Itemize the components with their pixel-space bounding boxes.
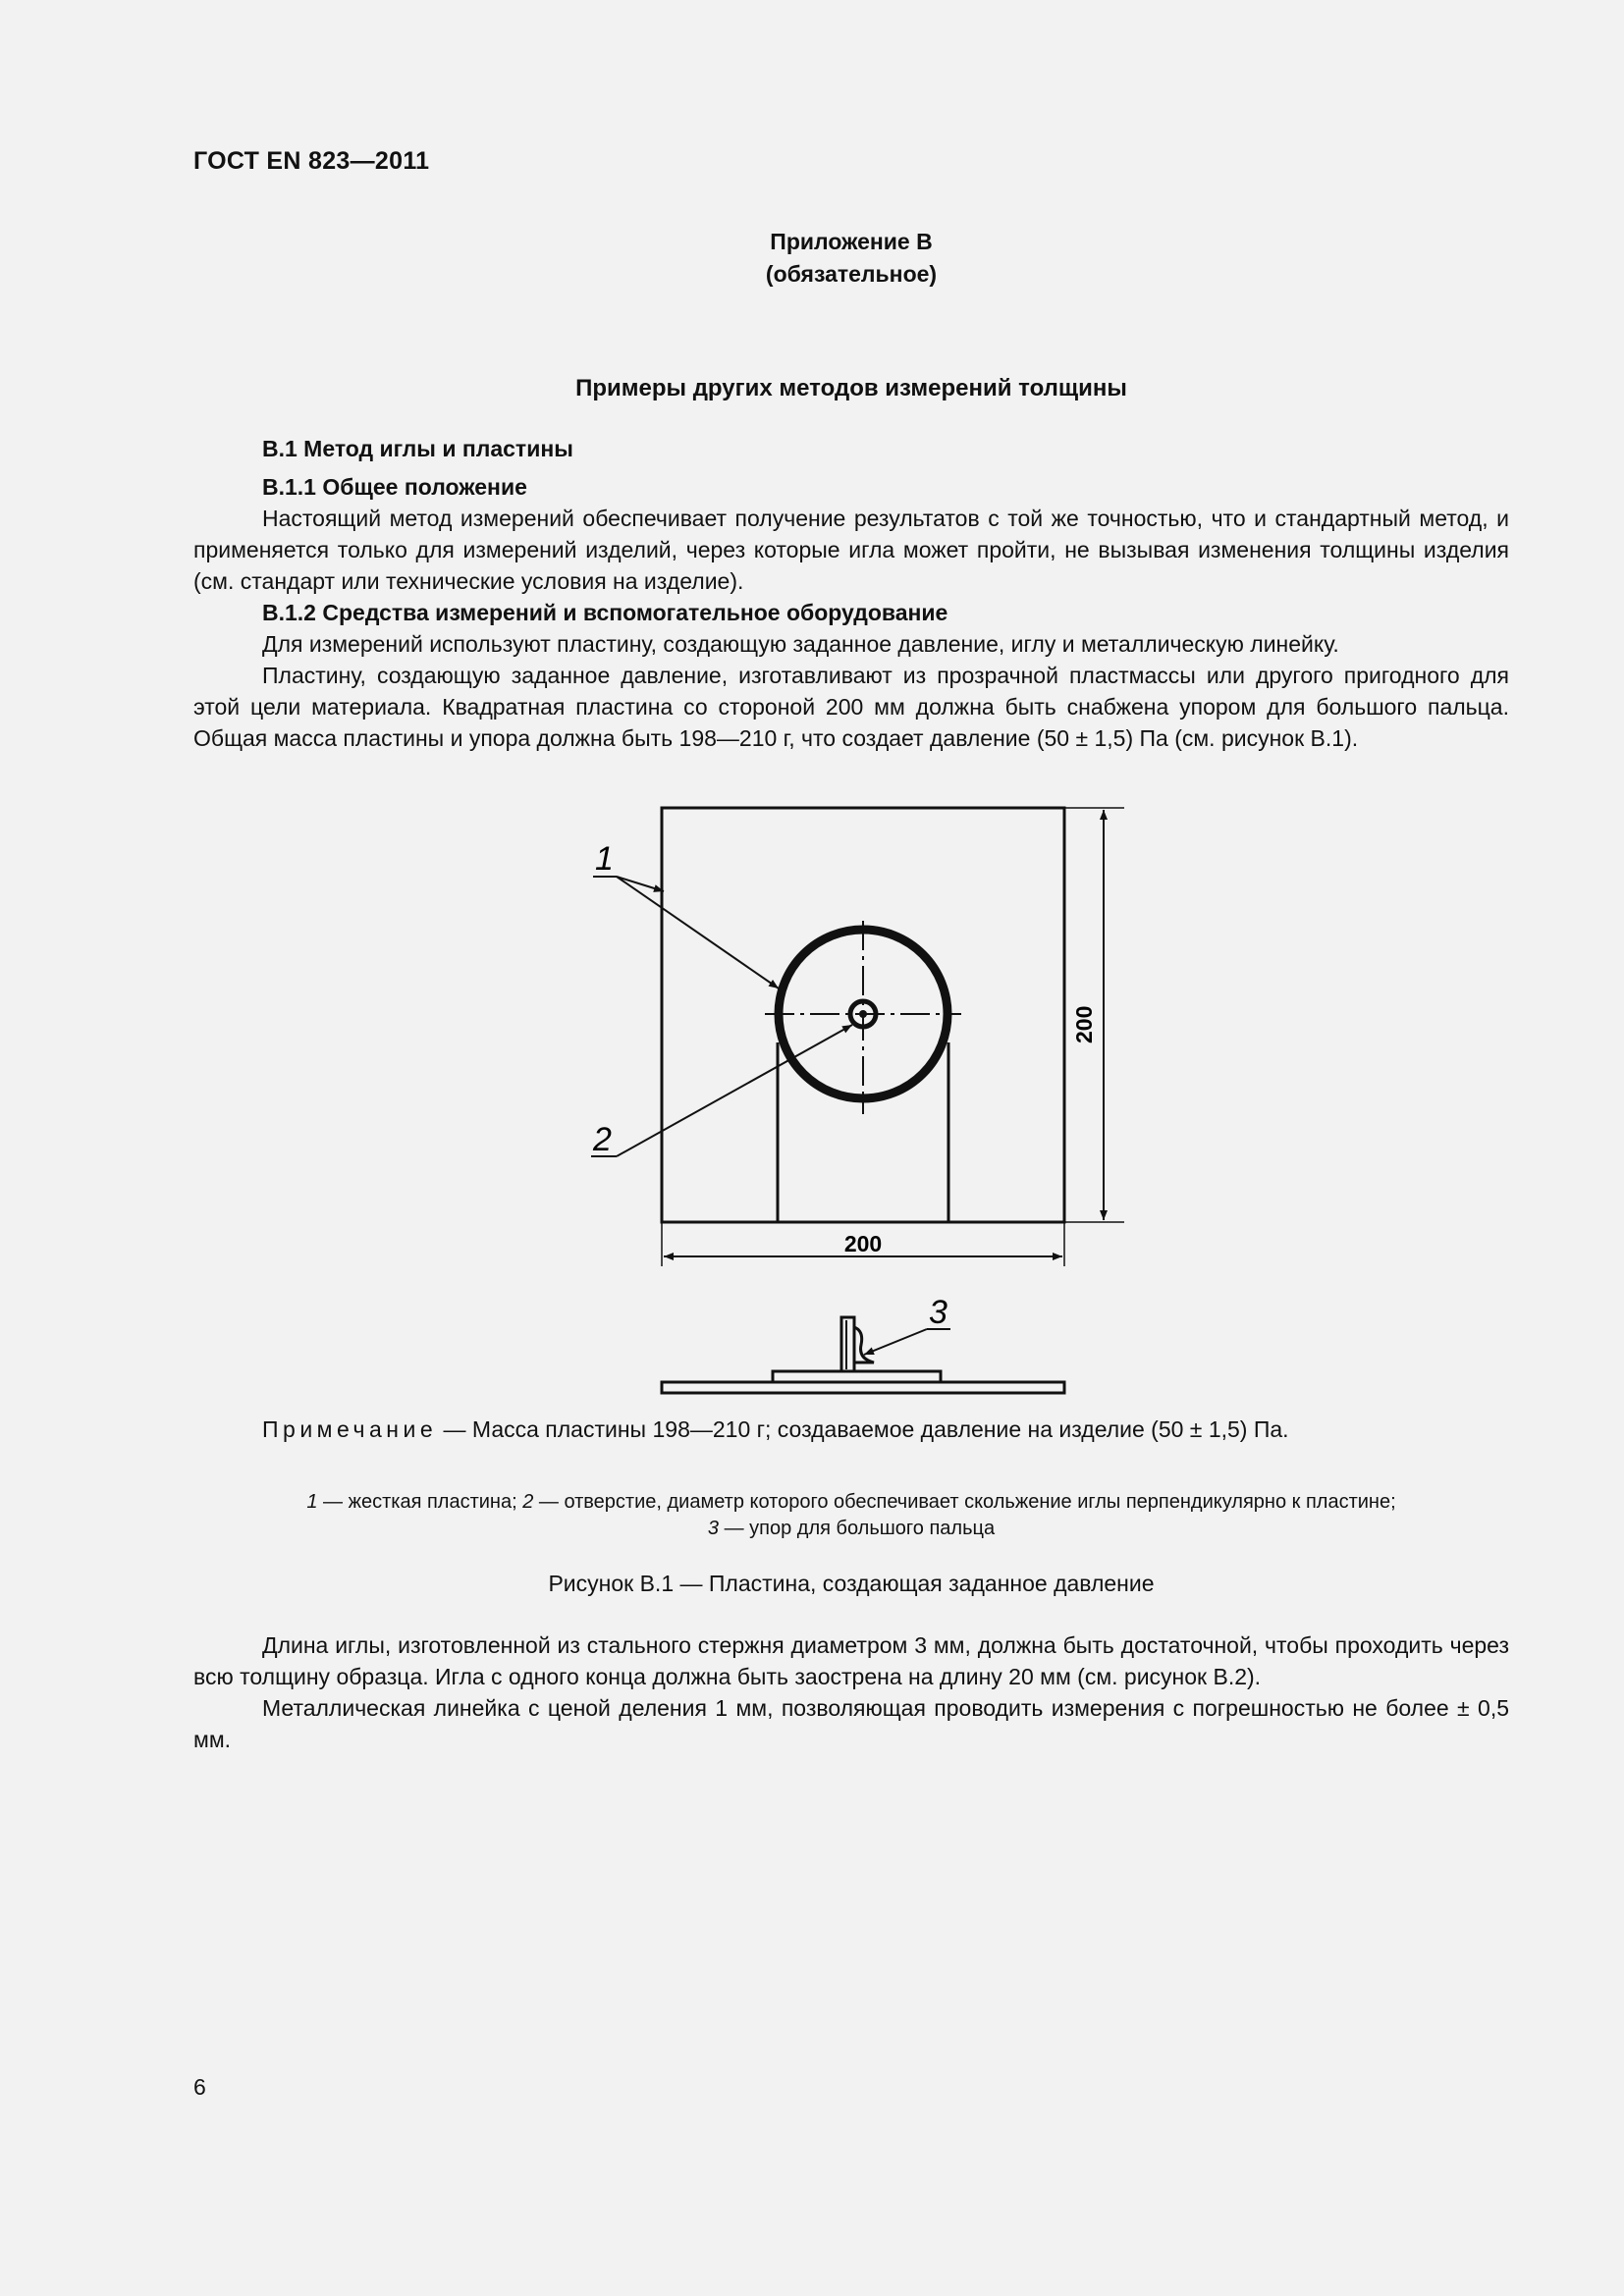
- document-code: ГОСТ EN 823—2011: [193, 147, 430, 175]
- paragraph-equipment: Для измерений используют пластину, создающую заданное давление, иглу и металлическую линейку.: [262, 631, 1339, 657]
- heading-b1-2: В.1.2 Средства измерений и вспомогательное оборудование: [262, 600, 948, 625]
- heading-b1: В.1 Метод иглы и пластины: [262, 436, 573, 461]
- figure-legend: [193, 1489, 1509, 1542]
- heading-b1-1: В.1.1 Общее положение: [262, 474, 527, 500]
- callout-2-leader: [617, 1025, 852, 1156]
- plate-side-view: [662, 1382, 1064, 1393]
- dimension-label-vertical: 200: [1071, 1005, 1097, 1043]
- callout-1-leader-plate: [617, 877, 664, 891]
- callout-1-label: 1: [595, 840, 614, 878]
- dimension-label-horizontal: 200: [843, 1231, 883, 1256]
- legend-number-3: 3: [707, 1518, 720, 1539]
- callout-2-label: 2: [593, 1121, 612, 1158]
- note-label: Примечание: [262, 1416, 438, 1442]
- note-text: — Масса пластины 198—210 г; создаваемое давление на изделие (50 ± 1,5) Па.: [437, 1416, 1289, 1442]
- legend-number-1: 1: [306, 1491, 318, 1513]
- paragraph-general: Настоящий метод измерений обеспечивает получение результатов с той же точностью, что и стандартный метод, и применяется только для измерений изделий, через которые игла может пройти, не вызывая изменения толщины изделия (см. стандарт или технические условия на изделие).: [193, 506, 1509, 594]
- callout-3-label: 3: [929, 1294, 947, 1331]
- legend-text-2: — отверстие, диаметр которого обеспечивает скольжение иглы перпендикулярно к пластине;: [533, 1491, 1396, 1513]
- figure-caption: Рисунок В.1 — Пластина, создающая заданное давление: [548, 1571, 1155, 1596]
- legend-text-1: — жесткая пластина;: [317, 1491, 523, 1513]
- legend-text-3: — упор для большого пальца: [719, 1518, 996, 1539]
- paragraph-ruler: Металлическая линейка с ценой деления 1 мм, позволяющая проводить измерения с погрешностью не более ± 0,5 мм.: [193, 1695, 1509, 1752]
- legend-number-2: 2: [522, 1491, 534, 1513]
- body-text-bottom: [193, 1629, 1509, 1755]
- paragraph-needle: Длина иглы, изготовленной из стального стержня диаметром 3 мм, должна быть достаточной, чтобы проходить через всю толщину образца. Игла с одного конца должна быть заострена на длину 20 мм (см. рисунок В.2).: [193, 1632, 1509, 1689]
- paragraph-plate: Пластину, создающую заданное давление, изготавливают из прозрачной пластмассы или другого пригодного для этой цели материала. Квадратная пластина со стороной 200 мм должна быть снабжена упором для большого пальца. Общая масса пластины и упора должна быть 198—210 г, что создает давление (50 ± 1,5) Па (см. рисунок В.1).: [193, 663, 1509, 751]
- section-title: Примеры других методов измерений толщины: [575, 375, 1127, 401]
- page-number: 6: [193, 2074, 206, 2100]
- callout-3-leader: [864, 1329, 927, 1355]
- annex-title: Приложение В: [770, 229, 933, 254]
- annex-subtitle: (обязательное): [765, 261, 938, 287]
- callout-1-leader-ring: [617, 877, 779, 988]
- thumb-rest-base-side-view: [773, 1371, 941, 1382]
- thumb-rest-side-view: [854, 1327, 874, 1362]
- figure-note: [262, 1416, 1289, 1443]
